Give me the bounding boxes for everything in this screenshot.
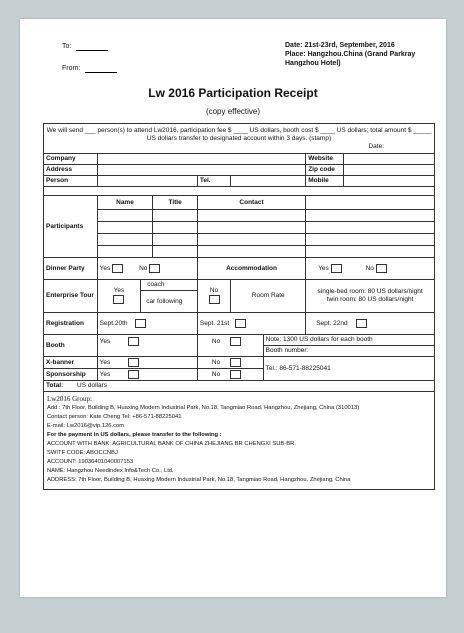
- participant-name-cell[interactable]: [97, 234, 153, 246]
- footer-contact: Contact person: Kate Cheng Tel: +86-571-88225041: [47, 414, 182, 421]
- footer-bank-address: ADDRESS: 7th Floor, Building B, Huaxing Modern Industrial Park, No.18, Tangmiao Road, Hangzhou, Zhejiang, China: [47, 477, 351, 484]
- participant-contact-cell[interactable]: [197, 222, 305, 234]
- address-label: Address: [44, 165, 98, 176]
- footer-account: ACCOUNT: 19036401040007153: [47, 459, 134, 466]
- to-field: [62, 42, 108, 51]
- total-label: Total:: [46, 382, 64, 390]
- dinner-no-checkbox[interactable]: [149, 264, 160, 273]
- tour-label: Enterprise Tour: [44, 280, 98, 313]
- participants-title-header: Title: [153, 196, 198, 210]
- participant-extra-cell[interactable]: [306, 246, 435, 258]
- participant-title-cell[interactable]: [153, 234, 198, 246]
- tour-yes-label: Yes: [113, 287, 125, 295]
- person-row: [44, 176, 435, 187]
- spacer-row: [44, 187, 435, 196]
- registration-day1-checkbox[interactable]: [135, 319, 146, 328]
- total-cell: [44, 381, 435, 392]
- date-place-block: [285, 41, 445, 68]
- dinner-no-label: No: [139, 265, 148, 273]
- xbanner-label: X-banner: [44, 357, 98, 369]
- tour-car-label: car following: [146, 297, 183, 305]
- dinner-yes-label: Yes: [99, 265, 111, 273]
- address-input[interactable]: [97, 165, 306, 176]
- mobile-label: Mobile: [306, 176, 343, 187]
- sponsorship-yes-cell: [97, 369, 197, 381]
- tour-yes-cell: [97, 280, 141, 313]
- registration-day2: [197, 313, 305, 335]
- xbanner-no-label: No: [211, 359, 221, 367]
- address-row: [44, 165, 435, 176]
- footer-payment: For the payment in US dollars, please transfer to the following :: [47, 432, 222, 439]
- participant-row: [44, 210, 435, 222]
- participant-extra-cell[interactable]: [306, 210, 435, 222]
- sponsorship-yes-label: Yes: [99, 371, 111, 379]
- intro-row: [44, 124, 435, 154]
- tour-no-checkbox[interactable]: [209, 295, 220, 304]
- sponsorship-no-label: No: [211, 371, 221, 379]
- xbanner-yes-cell: [97, 357, 197, 369]
- tour-row-a: [44, 280, 435, 291]
- company-input[interactable]: [97, 154, 306, 165]
- registration-row: [44, 313, 435, 335]
- registration-label: Registration: [44, 313, 98, 335]
- dinner-row: [44, 258, 435, 280]
- participant-row: [44, 246, 435, 258]
- registration-day1: [97, 313, 197, 335]
- from-field: [62, 64, 117, 73]
- from-label: From:: [62, 65, 81, 72]
- participant-title-cell[interactable]: [153, 246, 198, 258]
- participants-header-row: [44, 196, 435, 210]
- accommodation-options: [306, 258, 435, 280]
- participant-name-cell[interactable]: [97, 210, 153, 222]
- participants-contact-header: Contact: [197, 196, 305, 210]
- tour-yes-checkbox[interactable]: [113, 295, 124, 304]
- tel-label: Tel.: [197, 176, 230, 187]
- tour-no-label: No: [209, 287, 219, 295]
- registration-day3: [306, 313, 435, 335]
- website-label: Website: [306, 154, 343, 165]
- date-value: 21st-23rd, September, 2016: [304, 42, 395, 49]
- registration-day2-checkbox[interactable]: [235, 319, 246, 328]
- company-row: [44, 154, 435, 165]
- tour-coach-label: coach: [141, 280, 198, 291]
- participants-name-header: Name: [97, 196, 153, 210]
- participant-extra-cell[interactable]: [306, 234, 435, 246]
- company-label: Company: [44, 154, 98, 165]
- participants-extra-cell[interactable]: [306, 196, 435, 210]
- zipcode-input[interactable]: [343, 165, 434, 176]
- place-line: [285, 50, 445, 68]
- booth-no-label: No: [211, 338, 221, 346]
- website-input[interactable]: [343, 154, 434, 165]
- total-unit: US dollars: [77, 382, 108, 390]
- booth-row-a: [44, 335, 435, 346]
- page-title: Lw 2016 Participation Receipt: [148, 86, 318, 100]
- footer-email: E-mail: Lw2016@vip.126.com: [47, 423, 125, 430]
- zipcode-label: Zip code: [306, 165, 343, 176]
- xbanner-yes-label: Yes: [99, 359, 111, 367]
- participant-title-cell[interactable]: [153, 210, 198, 222]
- footer-bank: ACCOUNT WITH BANK: AGRICULTURAL BANK OF CHINA ZHEJIANG BR CHENGXI SUB-BR.: [47, 441, 296, 448]
- registration-day3-checkbox[interactable]: [356, 319, 367, 328]
- footer-name: NAME: Hangzhou Needindex Info&Tech Co., Ltd.: [47, 468, 174, 475]
- intro-date-label: Date:: [368, 142, 384, 150]
- tel-input[interactable]: [231, 176, 306, 187]
- sponsorship-no-checkbox[interactable]: [230, 370, 241, 379]
- participant-extra-cell[interactable]: [306, 222, 435, 234]
- page-subtitle: (copy effective): [205, 107, 261, 116]
- participant-row: [44, 234, 435, 246]
- single-room-rate: single-bed room: 80 US dollars/night: [317, 288, 423, 295]
- tour-car-cell: [141, 291, 198, 313]
- room-rate-label: Room Rate: [231, 280, 306, 313]
- booth-number-label[interactable]: Booth number:: [263, 346, 434, 357]
- booth-yes-checkbox[interactable]: [128, 337, 139, 346]
- receipt-form-table: [43, 123, 435, 490]
- participant-contact-cell[interactable]: [197, 246, 305, 258]
- place-value: Hangzhou.China (Grand Parkray Hangzhou Hotel): [285, 51, 416, 67]
- booth-yes-cell: [97, 335, 197, 357]
- dinner-yes-checkbox[interactable]: [112, 264, 123, 273]
- booth-note: Note: 1300 US dollars for each booth: [263, 335, 434, 346]
- receipt-paper: [20, 19, 446, 597]
- sponsorship-label: Sponsorship: [44, 369, 98, 381]
- xbanner-no-checkbox[interactable]: [230, 358, 241, 367]
- mobile-input[interactable]: [343, 176, 434, 187]
- to-input-line[interactable]: [76, 50, 108, 51]
- accommodation-no-checkbox[interactable]: [376, 264, 387, 273]
- booth-label: Booth: [44, 335, 98, 357]
- tour-no-cell: [197, 280, 230, 313]
- footer-swift: SWITF CODE: ABOCCNBJ: [47, 450, 118, 457]
- registration-day3-label: Sept. 22nd: [316, 320, 348, 328]
- person-input[interactable]: [97, 176, 197, 187]
- contact-tel: Tel.: 86-571-88225041: [263, 357, 434, 381]
- date-label: Date:: [285, 42, 303, 49]
- person-label: Person: [44, 176, 98, 187]
- accommodation-yes-checkbox[interactable]: [331, 264, 342, 273]
- participant-contact-cell[interactable]: [197, 210, 305, 222]
- booth-yes-label: Yes: [99, 338, 111, 346]
- xbanner-no-cell: [197, 357, 263, 369]
- sponsorship-yes-checkbox[interactable]: [128, 370, 139, 379]
- footer-address: Add : 7th Floor, Building B, Huaxing Modern Industrial Park, No.18, Tangmiao Road, Hangzhou, Zhejiang, China (310013): [47, 405, 360, 412]
- booth-no-checkbox[interactable]: [230, 337, 241, 346]
- registration-day1-label: Sept.20th: [99, 320, 128, 328]
- participant-title-cell[interactable]: [153, 222, 198, 234]
- footer-info: [44, 392, 435, 490]
- xbanner-yes-checkbox[interactable]: [128, 358, 139, 367]
- room-rate-values: [306, 280, 435, 313]
- accommodation-no-label: No: [365, 265, 374, 273]
- xbanner-row: [44, 357, 435, 369]
- intro-text: We will send ___ person(s) to attend Lw2016, participation fee $ ____ US dollars, booth cost $ ____ US dollars; total amount $ _____ US dollars transfer to designated account within 3 days. (stamp): [46, 126, 432, 142]
- sponsorship-no-cell: [197, 369, 263, 381]
- twin-room-rate: twin room: 80 US dollars/night: [326, 296, 414, 303]
- footer-group: Lw2016 Group:: [47, 395, 92, 404]
- participant-name-cell[interactable]: [97, 222, 153, 234]
- from-input-line[interactable]: [85, 72, 117, 73]
- dinner-label: Dinner Party: [44, 258, 98, 280]
- participant-contact-cell[interactable]: [197, 234, 305, 246]
- participant-row: [44, 222, 435, 234]
- registration-day2-label: Sept. 21st: [199, 320, 230, 328]
- accommodation-yes-label: Yes: [318, 265, 329, 273]
- dinner-options: [97, 258, 197, 280]
- to-label: To:: [62, 43, 72, 50]
- total-row: [44, 381, 435, 392]
- date-line: [285, 41, 445, 50]
- booth-no-cell: [197, 335, 263, 357]
- accommodation-label: Accommodation: [197, 258, 305, 280]
- footer-row: [44, 392, 435, 490]
- participant-name-cell[interactable]: [97, 246, 153, 258]
- place-label: Place:: [285, 51, 306, 58]
- participants-label: Participants: [44, 196, 98, 258]
